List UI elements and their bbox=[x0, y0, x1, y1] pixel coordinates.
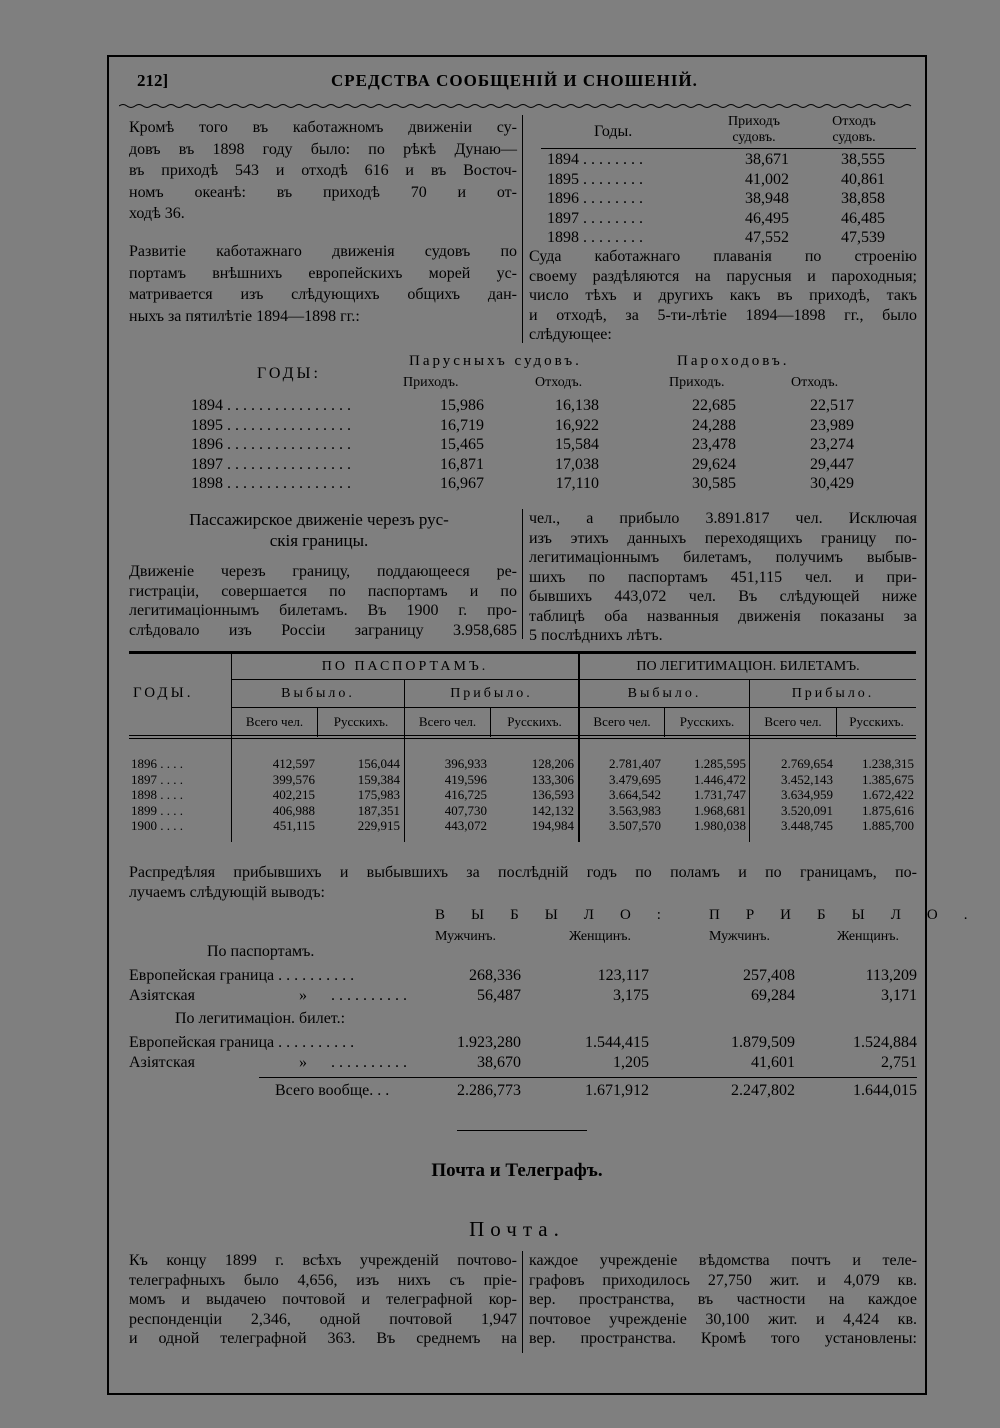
passport-out-label: Выбыло. bbox=[281, 686, 355, 701]
dist-row-european-value: 123,117 bbox=[597, 967, 649, 984]
col-total: Всего чел. bbox=[245, 714, 304, 729]
passport-table-top-rule bbox=[129, 651, 916, 654]
col-russians: Русскихъ. bbox=[849, 714, 904, 729]
dist-section-passports: По паспортамъ. bbox=[207, 943, 315, 960]
passport-col-divider bbox=[578, 654, 580, 842]
dist-men-out: Мужчинъ. bbox=[435, 929, 497, 944]
passenger-heading: Пассажирское движеніе черезъ рус- скія границы. bbox=[189, 510, 449, 550]
sail-row-value: 15,465 bbox=[440, 436, 484, 453]
col-total: Всего чел. bbox=[764, 714, 822, 729]
small-row-year: 1895 . . . . . . . . bbox=[547, 170, 643, 188]
passport-row-value: 175,983 bbox=[357, 787, 400, 802]
steam-sub-arrivals: Приходъ. bbox=[669, 375, 725, 390]
passport-row-year: 1897 . . . . bbox=[131, 771, 183, 787]
small-row-departures: 38,555 bbox=[841, 151, 885, 168]
sail-row-value: 29,624 bbox=[692, 455, 736, 473]
dist-row-asian-legit-value: 38,670 bbox=[477, 1054, 521, 1071]
dist-row-european-legit-value: 1.544,415 bbox=[585, 1034, 649, 1051]
distribution-in-label: ПРИБЫЛО. bbox=[709, 907, 994, 923]
col-russians: Русскихъ. bbox=[507, 714, 562, 729]
sail-row-year: 1898 . . . . . . . . . . . . . . . . bbox=[191, 475, 351, 492]
sail-row-value: 15,986 bbox=[440, 397, 484, 414]
sail-row-value: 16,967 bbox=[440, 475, 484, 492]
passenger-column-divider bbox=[522, 509, 523, 639]
sail-row-value: 17,110 bbox=[555, 475, 599, 492]
passenger-left-paragraph: Движеніе черезъ границу, поддающееся ре- гистраціи, совершается по паспортамъ и по легитимаціоннымъ билетамъ. Въ 1900 г. про- слѣдовало изъ Россіи заграницу 3.958,685 bbox=[129, 563, 517, 639]
passport-row-value: 194,984 bbox=[531, 818, 574, 833]
distribution-out-label: ВЫБЫЛО: bbox=[435, 907, 687, 923]
passport-row-value: 3.452,143 bbox=[781, 771, 833, 787]
passport-table-header-rule-2 bbox=[129, 738, 916, 739]
passport-row-value: 1.875,616 bbox=[862, 802, 914, 818]
dist-row-asian-legit-value: 41,601 bbox=[751, 1054, 795, 1071]
passport-row-value: 187,351 bbox=[357, 802, 400, 818]
dist-row-european-legit-value: 1.923,280 bbox=[457, 1034, 521, 1051]
sail-row-value: 16,138 bbox=[555, 397, 599, 414]
passport-row-year: 1896 . . . . bbox=[131, 756, 183, 771]
passport-col-divider bbox=[749, 680, 750, 842]
legit-out-label: Выбыло. bbox=[627, 686, 702, 701]
passenger-right-paragraph: чел., а прибыло 3.891.817 чел. Исключая изъ этихъ данныхъ переходящихъ границу по- легитимаціоннымъ билетамъ, получимъ выбыв- шихъ по паспортамъ 451,115 чел. и при- бывшихъ 443,072 чел. Въ слѣдующей ниже таблицѣ оба названныя движенія показаны за 5 послѣднихъ лѣтъ. bbox=[529, 510, 917, 644]
small-row-year: 1897 . . . . . . . . bbox=[547, 209, 643, 227]
dist-row-european-label: Европейская граница . . . . . . . . . . bbox=[129, 967, 355, 984]
sail-row-value: 30,429 bbox=[810, 475, 854, 492]
passport-sub-rule bbox=[231, 679, 916, 680]
small-table-departures-header: Отходъ судовъ. bbox=[832, 114, 876, 145]
passport-row-value: 399,576 bbox=[272, 771, 315, 787]
passport-row-value: 1.446,472 bbox=[694, 771, 746, 787]
sail-row-value: 29,447 bbox=[810, 455, 854, 473]
passport-row-value: 156,044 bbox=[357, 756, 400, 771]
post-right-paragraph: каждое учрежденіе вѣдомства почтъ и теле- графовъ приходилось 27,750 жит. и 4,079 кв. вер. пространства, въ частности на каждое почтовое учрежденіе 30,100 жит. и 4,424 кв. вер. пространства. Кромѣ того установлены: bbox=[529, 1252, 917, 1347]
passport-row-value: 2.781,407 bbox=[609, 756, 661, 771]
passport-row-value: 402,215 bbox=[272, 787, 315, 802]
sail-row-year: 1896 . . . . . . . . . . . . . . . . bbox=[191, 436, 351, 453]
small-table-years-header: Годы. bbox=[594, 123, 633, 140]
passport-years-label: ГОДЫ. bbox=[133, 685, 194, 701]
dist-total-value: 2.286,773 bbox=[457, 1082, 521, 1099]
passport-row-value: 229,915 bbox=[357, 818, 400, 833]
passport-row-value: 451,115 bbox=[273, 818, 315, 833]
passport-row-year: 1900 . . . . bbox=[131, 818, 183, 833]
small-row-departures: 46,485 bbox=[841, 209, 885, 227]
passport-row-value: 3.479,695 bbox=[609, 771, 661, 787]
passport-row-value: 1.672,422 bbox=[862, 787, 914, 802]
passport-row-value: 1.385,675 bbox=[862, 771, 914, 787]
passport-row-value: 412,597 bbox=[272, 756, 315, 771]
distribution-intro: Распредѣляя прибывшихъ и выбывшихъ за послѣдній годъ по поламъ и по границамъ, по- лучаемъ слѣдующій выводъ: bbox=[129, 864, 917, 901]
dist-row-asian-label: Азіятская bbox=[129, 987, 195, 1004]
passport-row-value: 419,596 bbox=[444, 771, 487, 787]
dist-total-value: 1.644,015 bbox=[853, 1082, 917, 1099]
sail-row-value: 24,288 bbox=[692, 416, 736, 434]
small-table-arrivals-header: Приходъ судовъ. bbox=[727, 114, 781, 145]
small-row-departures: 40,861 bbox=[841, 170, 885, 188]
sail-row-value: 23,478 bbox=[692, 436, 736, 453]
passport-row-value: 128,206 bbox=[531, 756, 574, 771]
dist-row-asian-legit-ditto: » bbox=[299, 1054, 307, 1071]
dist-total-value: 2.247,802 bbox=[731, 1082, 795, 1099]
passport-col-divider bbox=[404, 680, 405, 842]
dist-row-european-value: 257,408 bbox=[743, 967, 795, 984]
intro-paragraph-2: Развитіе каботажнаго движенія судовъ по портамъ внѣшнихъ европейскихъ морей ус- матривается изъ слѣдующихъ общихъ дан- ныхъ за пятилѣтіе 1894—1898 гг.: bbox=[129, 243, 517, 325]
passport-row-year: 1898 . . . . bbox=[131, 787, 183, 802]
passport-row-value: 2.769,654 bbox=[781, 756, 833, 771]
passport-row-value: 416,725 bbox=[444, 787, 487, 802]
dist-row-european-value: 113,209 bbox=[865, 967, 917, 984]
dist-men-in: Мужчинъ. bbox=[709, 929, 771, 944]
small-row-arrivals: 41,002 bbox=[745, 170, 789, 188]
sail-row-value: 23,274 bbox=[810, 436, 854, 453]
col-total: Всего чел. bbox=[593, 714, 651, 729]
passport-row-value: 1.731,747 bbox=[694, 787, 746, 802]
passport-row-value: 1.238,315 bbox=[862, 756, 914, 771]
dist-row-asian-dots: . . . . . . . . . . bbox=[331, 987, 407, 1004]
passport-row-value: 3.634,959 bbox=[781, 787, 833, 802]
passport-row-value: 3.448,745 bbox=[781, 818, 833, 833]
passport-row-value: 1.980,038 bbox=[694, 818, 746, 833]
sail-table-group-steam: Пароходовъ. bbox=[677, 353, 790, 369]
dist-women-out: Женщинъ. bbox=[569, 929, 632, 944]
small-row-arrivals: 38,671 bbox=[745, 151, 789, 168]
passport-row-value: 3.664,542 bbox=[609, 787, 661, 802]
passport-row-value: 3.520,091 bbox=[781, 802, 833, 818]
passport-table-header-rule bbox=[129, 735, 916, 736]
col-russians: Русскихъ. bbox=[333, 714, 389, 729]
column-divider bbox=[522, 115, 523, 343]
dist-row-european-legit-value: 1.524,884 bbox=[853, 1034, 917, 1051]
sail-row-value: 22,685 bbox=[692, 397, 736, 414]
sail-row-value: 15,584 bbox=[555, 436, 599, 453]
steam-sub-departures: Отходъ. bbox=[791, 375, 839, 390]
small-row-departures: 38,858 bbox=[841, 190, 885, 207]
dist-total-rule bbox=[259, 1077, 917, 1078]
dist-row-asian-value: 69,284 bbox=[751, 987, 795, 1004]
sail-row-value: 16,922 bbox=[555, 416, 599, 434]
sail-sub-departures: Отходъ. bbox=[535, 375, 583, 390]
legit-group-label: ПО ЛЕГИТИМАЦІОН. БИЛЕТАМЪ. bbox=[636, 659, 860, 674]
dist-row-asian-legit-value: 2,751 bbox=[881, 1054, 917, 1071]
small-row-year: 1896 . . . . . . . . bbox=[547, 190, 643, 207]
dist-section-legit: По легитимаціон. билет.: bbox=[175, 1010, 346, 1027]
sail-row-year: 1894 . . . . . . . . . . . . . . . . bbox=[191, 397, 351, 414]
passport-group-label: ПО ПАСПОРТАМЪ. bbox=[321, 659, 489, 674]
legit-in-label: Прибыло. bbox=[791, 686, 875, 701]
col-total: Всего чел. bbox=[418, 714, 477, 729]
passport-row-year: 1899 . . . . bbox=[131, 802, 183, 818]
passport-col-divider bbox=[231, 654, 232, 842]
passport-row-value: 1.285,595 bbox=[694, 756, 746, 771]
passport-row-value: 3.563,983 bbox=[609, 802, 661, 818]
sail-row-value: 22,517 bbox=[810, 397, 854, 414]
small-table-rule bbox=[541, 148, 916, 149]
small-row-year: 1894 . . . . . . . . bbox=[547, 151, 643, 168]
passport-sub-rule bbox=[231, 707, 916, 708]
passport-row-value: 396,933 bbox=[444, 756, 487, 771]
small-row-arrivals: 46,495 bbox=[745, 209, 789, 227]
sail-table-years-label: ГОДЫ: bbox=[257, 365, 321, 382]
sail-sub-arrivals: Приходъ. bbox=[403, 375, 459, 390]
dist-row-asian-legit-dots: . . . . . . . . . . bbox=[331, 1054, 407, 1071]
passport-row-value: 3.507,570 bbox=[609, 818, 661, 833]
dist-row-asian-ditto: » bbox=[299, 987, 307, 1004]
sail-table-group-sail: Парусныхъ судовъ. bbox=[409, 353, 582, 369]
sail-row-value: 16,719 bbox=[440, 416, 484, 434]
passport-row-value: 406,988 bbox=[272, 802, 315, 818]
dist-row-asian-legit-label: Азіятская bbox=[129, 1054, 195, 1071]
passport-row-value: 407,730 bbox=[444, 802, 487, 818]
col-russians: Русскихъ. bbox=[679, 714, 735, 729]
page-number: 212] bbox=[137, 71, 169, 90]
dist-row-asian-value: 3,171 bbox=[881, 987, 917, 1004]
section-separator bbox=[457, 1130, 587, 1131]
dist-row-european-legit-value: 1.879,509 bbox=[731, 1034, 795, 1051]
sail-row-value: 30,585 bbox=[692, 475, 736, 492]
dist-total-value: 1.671,912 bbox=[585, 1082, 649, 1099]
passport-row-value: 1.885,700 bbox=[862, 818, 914, 833]
post-left-paragraph: Къ концу 1899 г. всѣхъ учрежденій почтово- телеграфныхъ было 4,656, изъ нихъ съ пріе- момъ и выдачею почтовой и телеграфной кор- респонденціи 2,346, одной почтовой 1,947 и одной телеграфной 363. Въ среднемъ на bbox=[129, 1252, 517, 1347]
page-frame bbox=[107, 55, 994, 1395]
dist-row-asian-value: 56,487 bbox=[477, 987, 521, 1004]
small-row-year: 1898 . . . . . . . . bbox=[547, 229, 643, 246]
dist-women-in: Женщинъ. bbox=[837, 929, 900, 944]
small-row-departures: 47,539 bbox=[841, 229, 885, 246]
intro-paragraph-1: Кромѣ того въ каботажномъ движеніи су- довъ въ 1898 году было: по рѣкѣ Дунаю— въ приходѣ 543 и отходѣ 616 и въ Восточ- номъ океанѣ: въ приходѣ 70 и от- ходѣ 36. bbox=[129, 119, 517, 223]
dist-row-european-legit-label: Европейская граница . . . . . . . . . . bbox=[129, 1034, 355, 1051]
sail-row-year: 1897 . . . . . . . . . . . . . . . . bbox=[191, 455, 351, 473]
passport-row-value: 136,593 bbox=[531, 787, 574, 802]
passport-in-label: Прибыло. bbox=[450, 686, 533, 701]
dist-row-european-value: 268,336 bbox=[469, 967, 521, 984]
passport-row-value: 142,132 bbox=[531, 802, 574, 818]
sail-row-value: 17,038 bbox=[555, 455, 599, 473]
passport-row-value: 1.968,681 bbox=[694, 802, 746, 818]
passport-row-value: 443,072 bbox=[444, 818, 487, 833]
dist-row-asian-legit-value: 1,205 bbox=[613, 1054, 649, 1071]
post-column-divider bbox=[522, 1251, 523, 1353]
post-subheading: Почта. bbox=[469, 1217, 565, 1241]
dist-row-asian-value: 3,175 bbox=[613, 987, 649, 1004]
running-title: СРЕДСТВА СООБЩЕНІЙ И СНОШЕНІЙ. bbox=[331, 71, 698, 90]
small-row-arrivals: 47,552 bbox=[745, 229, 789, 246]
post-telegraph-heading: Почта и Телеграфъ. bbox=[431, 1160, 603, 1181]
sail-row-value: 23,989 bbox=[810, 416, 854, 434]
intro-right-paragraph: Суда каботажнаго плаванія по строенію своему раздѣляются на парусныя и пароходныя; число тѣхъ и другихъ какъ въ приходѣ, такъ и отходѣ, за 5-ти-лѣтіе 1894—1898 гг., было слѣдующее: bbox=[529, 248, 917, 343]
passport-row-value: 133,306 bbox=[531, 771, 574, 787]
header-ornament bbox=[119, 103, 915, 109]
sail-row-value: 16,871 bbox=[440, 455, 484, 473]
small-row-arrivals: 38,948 bbox=[745, 190, 789, 207]
passport-row-value: 159,384 bbox=[357, 771, 400, 787]
dist-total-label: Всего вообще. . . bbox=[275, 1082, 390, 1099]
sail-row-year: 1895 . . . . . . . . . . . . . . . . bbox=[191, 416, 351, 434]
